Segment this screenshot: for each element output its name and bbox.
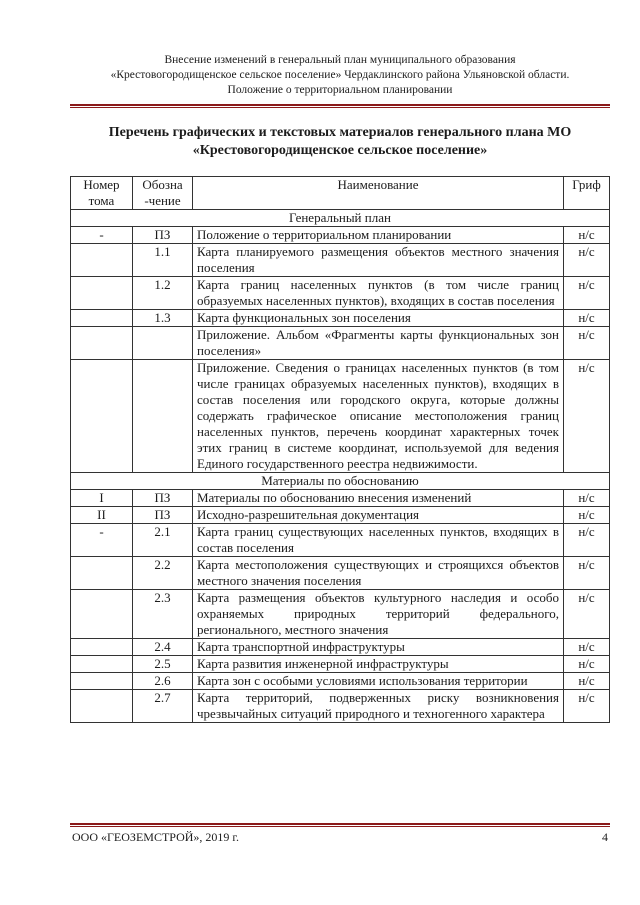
section-title: Генеральный план: [71, 210, 610, 227]
cell-code: 1.3: [133, 310, 193, 327]
cell-code: 2.4: [133, 639, 193, 656]
cell-code: 2.6: [133, 673, 193, 690]
cell-name: Карта планируемого размещения объектов местного значения поселения: [193, 244, 564, 277]
table-row: [71, 360, 610, 473]
cell-name: Положение о территориальном планировании: [193, 227, 564, 244]
header-line-1: Внесение изменений в генеральный план муниципального образования: [164, 54, 516, 66]
cell-code: [133, 360, 193, 473]
cell-stamp: н/с: [564, 639, 610, 656]
cell-code: ПЗ: [133, 507, 193, 524]
table-row: [71, 507, 610, 524]
cell-volume: [71, 327, 133, 360]
cell-volume: [71, 673, 133, 690]
table-row: [71, 524, 610, 557]
cell-name: Карта территорий, подверженных риску возникновения чрезвычайных ситуаций природного и техногенного характера: [193, 690, 564, 723]
cell-code: 2.2: [133, 557, 193, 590]
table-row: [71, 310, 610, 327]
table-row: [71, 557, 610, 590]
cell-volume: [71, 557, 133, 590]
header-code: Обозна -чение: [133, 177, 193, 210]
cell-name: Карта размещения объектов культурного наследия и особо охраняемых природных территорий федерального, регионального, местного значения: [193, 590, 564, 639]
cell-volume: [71, 690, 133, 723]
cell-stamp: н/с: [564, 277, 610, 310]
cell-code: ПЗ: [133, 227, 193, 244]
cell-name: Приложение. Сведения о границах населенных пунктов (в том числе границах образуемых населенных пунктов), входящих в состав поселения или городского округа, которые должны содержать графическое описание местоположения границ населенных пунктов, перечень координат характерных точек этих границ в системе координат, используемой для ведения Единого государственного реестра недвижимости.: [193, 360, 564, 473]
cell-volume: [71, 244, 133, 277]
cell-name: Карта границ населенных пунктов (в том числе границ образуемых населенных пунктов), входящих в состав поселения: [193, 277, 564, 310]
cell-volume: [71, 590, 133, 639]
cell-name: Карта функциональных зон поселения: [193, 310, 564, 327]
cell-stamp: н/с: [564, 327, 610, 360]
page-number: 4: [602, 830, 608, 844]
header-volume: Номер тома: [71, 177, 133, 210]
table-body: [71, 210, 610, 723]
page-header: [70, 53, 610, 98]
section-title: Материалы по обоснованию: [71, 473, 610, 490]
cell-code: 2.1: [133, 524, 193, 557]
cell-name: Материалы по обоснованию внесения изменений: [193, 490, 564, 507]
cell-code: [133, 327, 193, 360]
document-title: [70, 124, 610, 160]
cell-stamp: н/с: [564, 673, 610, 690]
cell-stamp: н/с: [564, 590, 610, 639]
cell-name: Карта границ существующих населенных пунктов, входящих в состав поселения: [193, 524, 564, 557]
title-line-2: «Крестовогородищенское сельское поселение»: [192, 143, 488, 158]
table-row: [71, 590, 610, 639]
cell-volume: I: [71, 490, 133, 507]
header-divider: [70, 104, 610, 108]
header-line-2: «Крестовогородищенское сельское поселение» Чердаклинского района Ульяновской области.: [110, 69, 570, 81]
cell-code: ПЗ: [133, 490, 193, 507]
cell-volume: -: [71, 227, 133, 244]
cell-stamp: н/с: [564, 557, 610, 590]
materials-table: [70, 176, 610, 723]
cell-stamp: н/с: [564, 690, 610, 723]
cell-stamp: н/с: [564, 656, 610, 673]
table-row: [71, 244, 610, 277]
cell-name: Приложение. Альбом «Фрагменты карты функциональных зон поселения»: [193, 327, 564, 360]
cell-name: Карта зон с особыми условиями использования территории: [193, 673, 564, 690]
cell-name: Карта развития инженерной инфраструктуры: [193, 656, 564, 673]
title-line-1: Перечень графических и текстовых материалов генерального плана МО: [108, 125, 572, 140]
cell-volume: -: [71, 524, 133, 557]
cell-name: Исходно-разрешительная документация: [193, 507, 564, 524]
header-line-3: Положение о территориальном планировании: [227, 84, 453, 96]
table-row: [71, 690, 610, 723]
cell-stamp: н/с: [564, 524, 610, 557]
cell-code: 1.2: [133, 277, 193, 310]
cell-stamp: н/с: [564, 490, 610, 507]
table-row: [71, 227, 610, 244]
cell-code: 1.1: [133, 244, 193, 277]
footer-company: ООО «ГЕОЗЕМСТРОЙ», 2019 г.: [72, 830, 239, 844]
cell-name: Карта местоположения существующих и строящихся объектов местного значения поселения: [193, 557, 564, 590]
cell-code: 2.7: [133, 690, 193, 723]
cell-volume: [71, 639, 133, 656]
section-row: [71, 473, 610, 490]
table-row: [71, 277, 610, 310]
footer-divider: [70, 823, 610, 827]
header-name: Наименование: [193, 177, 564, 210]
cell-stamp: н/с: [564, 360, 610, 473]
cell-name: Карта транспортной инфраструктуры: [193, 639, 564, 656]
cell-volume: [71, 310, 133, 327]
table-row: [71, 656, 610, 673]
cell-volume: [71, 277, 133, 310]
cell-stamp: н/с: [564, 507, 610, 524]
cell-code: 2.5: [133, 656, 193, 673]
table-row: [71, 673, 610, 690]
cell-stamp: н/с: [564, 244, 610, 277]
cell-volume: [71, 656, 133, 673]
cell-stamp: н/с: [564, 227, 610, 244]
header-stamp: Гриф: [564, 177, 610, 210]
table-row: [71, 327, 610, 360]
table-row: [71, 639, 610, 656]
table-header-row: [71, 177, 610, 210]
cell-volume: II: [71, 507, 133, 524]
table-row: [71, 490, 610, 507]
cell-code: 2.3: [133, 590, 193, 639]
cell-stamp: н/с: [564, 310, 610, 327]
cell-volume: [71, 360, 133, 473]
section-row: [71, 210, 610, 227]
